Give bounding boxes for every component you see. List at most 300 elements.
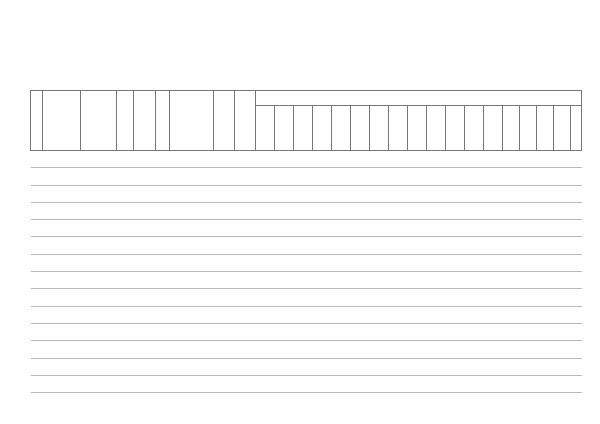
table-cell xyxy=(465,358,484,375)
table-cell xyxy=(275,185,294,202)
table-cell xyxy=(389,289,408,306)
table-cell xyxy=(389,341,408,358)
table-cell xyxy=(170,341,214,358)
table-cell xyxy=(43,341,81,358)
table-cell xyxy=(446,323,465,340)
table-cell xyxy=(389,254,408,271)
table-cell xyxy=(389,151,408,168)
column-header xyxy=(214,91,235,151)
table-cell xyxy=(313,289,332,306)
table-cell xyxy=(427,237,446,254)
table-cell xyxy=(446,375,465,392)
table-cell xyxy=(170,323,214,340)
table-cell xyxy=(275,151,294,168)
table-cell xyxy=(43,168,81,185)
table-cell xyxy=(520,237,537,254)
table-cell xyxy=(117,358,134,375)
table-row xyxy=(31,375,582,392)
table-cell xyxy=(332,237,351,254)
table-cell xyxy=(571,341,582,358)
table-cell xyxy=(571,220,582,237)
table-cell xyxy=(351,375,370,392)
table-cell xyxy=(465,306,484,323)
table-cell xyxy=(43,323,81,340)
table-cell xyxy=(484,254,503,271)
table-cell xyxy=(427,168,446,185)
table-cell xyxy=(503,151,520,168)
table-cell xyxy=(170,185,214,202)
table-row xyxy=(31,151,582,168)
table-cell xyxy=(313,185,332,202)
table-cell xyxy=(465,202,484,219)
table-cell xyxy=(31,358,43,375)
table-cell xyxy=(332,375,351,392)
table-cell xyxy=(31,168,43,185)
table-cell xyxy=(408,168,427,185)
table-cell xyxy=(156,341,170,358)
table-cell xyxy=(484,272,503,289)
column-header xyxy=(256,106,275,151)
table-cell xyxy=(484,375,503,392)
table-cell xyxy=(465,341,484,358)
table-cell xyxy=(370,151,389,168)
table-cell xyxy=(554,358,571,375)
table-cell xyxy=(465,237,484,254)
table-cell xyxy=(408,151,427,168)
table-cell xyxy=(214,358,235,375)
column-header xyxy=(446,106,465,151)
table-cell xyxy=(554,254,571,271)
table-cell xyxy=(81,254,117,271)
table-cell xyxy=(465,323,484,340)
table-cell xyxy=(351,323,370,340)
table-cell xyxy=(256,289,275,306)
table-cell xyxy=(117,341,134,358)
table-cell xyxy=(117,254,134,271)
table-cell xyxy=(31,237,43,254)
table-row xyxy=(31,289,582,306)
table-cell xyxy=(332,185,351,202)
column-header xyxy=(235,91,256,151)
table-cell xyxy=(214,254,235,271)
table-cell xyxy=(313,151,332,168)
table-cell xyxy=(484,358,503,375)
table-row xyxy=(31,168,582,185)
column-header xyxy=(427,106,446,151)
table-cell xyxy=(313,254,332,271)
table-cell xyxy=(571,254,582,271)
table-cell xyxy=(537,341,554,358)
table-cell xyxy=(427,151,446,168)
table-cell xyxy=(520,185,537,202)
table-row xyxy=(31,306,582,323)
table-cell xyxy=(313,306,332,323)
table-cell xyxy=(408,323,427,340)
table-cell xyxy=(313,272,332,289)
table-cell xyxy=(484,151,503,168)
table-cell xyxy=(554,202,571,219)
table-cell xyxy=(117,185,134,202)
table-cell xyxy=(294,375,313,392)
table-cell xyxy=(465,185,484,202)
table-cell xyxy=(156,375,170,392)
table-cell xyxy=(235,323,256,340)
table-cell xyxy=(537,168,554,185)
table-cell xyxy=(313,168,332,185)
table-cell xyxy=(554,151,571,168)
table-cell xyxy=(503,289,520,306)
table-cell xyxy=(275,358,294,375)
table-cell xyxy=(446,202,465,219)
table-cell xyxy=(332,341,351,358)
table-cell xyxy=(81,202,117,219)
table-cell xyxy=(503,168,520,185)
table-cell xyxy=(503,358,520,375)
table-cell xyxy=(571,151,582,168)
report-table xyxy=(30,90,582,393)
table-cell xyxy=(117,168,134,185)
table-cell xyxy=(484,341,503,358)
table-cell xyxy=(537,289,554,306)
table-row xyxy=(31,254,582,271)
table-cell xyxy=(81,220,117,237)
table-cell xyxy=(170,168,214,185)
table-cell xyxy=(332,289,351,306)
table-cell xyxy=(427,185,446,202)
table-cell xyxy=(31,341,43,358)
table-cell xyxy=(313,341,332,358)
table-cell xyxy=(446,272,465,289)
table-cell xyxy=(256,323,275,340)
table-cell xyxy=(465,272,484,289)
table-cell xyxy=(520,254,537,271)
table-cell xyxy=(275,202,294,219)
table-cell xyxy=(313,220,332,237)
table-cell xyxy=(275,237,294,254)
table-cell xyxy=(351,237,370,254)
table-cell xyxy=(170,375,214,392)
table-cell xyxy=(370,341,389,358)
table-cell xyxy=(81,358,117,375)
table-cell xyxy=(571,237,582,254)
table-cell xyxy=(275,306,294,323)
table-cell xyxy=(256,168,275,185)
table-cell xyxy=(235,237,256,254)
table-cell xyxy=(427,202,446,219)
column-header xyxy=(408,106,427,151)
table-cell xyxy=(214,202,235,219)
table-cell xyxy=(484,306,503,323)
table-cell xyxy=(389,272,408,289)
table-cell xyxy=(31,323,43,340)
table-cell xyxy=(235,202,256,219)
table-cell xyxy=(275,323,294,340)
table-cell xyxy=(235,168,256,185)
table-cell xyxy=(446,220,465,237)
table-row xyxy=(31,272,582,289)
table-cell xyxy=(170,220,214,237)
table-cell xyxy=(170,202,214,219)
table-cell xyxy=(465,168,484,185)
table-cell xyxy=(427,358,446,375)
column-header xyxy=(313,106,332,151)
table-cell xyxy=(370,185,389,202)
table-cell xyxy=(332,272,351,289)
table-cell xyxy=(156,289,170,306)
table-cell xyxy=(389,185,408,202)
table-cell xyxy=(235,272,256,289)
table-cell xyxy=(294,272,313,289)
column-header xyxy=(520,106,537,151)
column-header xyxy=(81,91,117,151)
column-header xyxy=(134,91,156,151)
column-header xyxy=(31,91,43,151)
table-cell xyxy=(294,151,313,168)
table-cell xyxy=(520,220,537,237)
table-cell xyxy=(156,254,170,271)
table-cell xyxy=(370,220,389,237)
table-cell xyxy=(554,375,571,392)
table-cell xyxy=(294,237,313,254)
table-cell xyxy=(43,254,81,271)
table-cell xyxy=(43,151,81,168)
table-cell xyxy=(484,220,503,237)
table-cell xyxy=(389,306,408,323)
table-cell xyxy=(520,272,537,289)
table-cell xyxy=(156,185,170,202)
table-cell xyxy=(427,341,446,358)
table-cell xyxy=(571,323,582,340)
table-cell xyxy=(134,220,156,237)
table-cell xyxy=(214,306,235,323)
table-row xyxy=(31,237,582,254)
table-cell xyxy=(313,358,332,375)
table-row xyxy=(31,323,582,340)
table-cell xyxy=(170,289,214,306)
table-cell xyxy=(313,375,332,392)
table-cell xyxy=(256,306,275,323)
table-cell xyxy=(554,341,571,358)
table-cell xyxy=(520,168,537,185)
column-header xyxy=(351,106,370,151)
table-cell xyxy=(332,168,351,185)
table-cell xyxy=(43,358,81,375)
table-cell xyxy=(520,341,537,358)
table-cell xyxy=(134,341,156,358)
table-cell xyxy=(134,289,156,306)
table-cell xyxy=(484,289,503,306)
table-cell xyxy=(156,358,170,375)
column-header xyxy=(370,106,389,151)
table-cell xyxy=(294,202,313,219)
table-cell xyxy=(370,306,389,323)
table-cell xyxy=(156,168,170,185)
column-header xyxy=(43,91,81,151)
table-cell xyxy=(351,306,370,323)
table-cell xyxy=(571,306,582,323)
table-cell xyxy=(117,220,134,237)
table-cell xyxy=(31,289,43,306)
column-header xyxy=(465,106,484,151)
table-cell xyxy=(351,272,370,289)
table-cell xyxy=(408,220,427,237)
table-cell xyxy=(134,168,156,185)
column-header xyxy=(503,106,520,151)
table-cell xyxy=(427,375,446,392)
table-cell xyxy=(332,220,351,237)
table-cell xyxy=(537,151,554,168)
table-cell xyxy=(294,289,313,306)
table-cell xyxy=(117,323,134,340)
column-group-header xyxy=(256,91,582,106)
table-cell xyxy=(170,254,214,271)
table-cell xyxy=(294,323,313,340)
table-cell xyxy=(275,254,294,271)
table-cell xyxy=(446,289,465,306)
table-cell xyxy=(81,323,117,340)
table-cell xyxy=(81,185,117,202)
table-cell xyxy=(408,185,427,202)
table-cell xyxy=(537,272,554,289)
table-cell xyxy=(117,375,134,392)
table-cell xyxy=(554,237,571,254)
table-cell xyxy=(503,254,520,271)
table-body xyxy=(31,151,582,393)
table-cell xyxy=(408,375,427,392)
table-cell xyxy=(427,254,446,271)
table-cell xyxy=(503,220,520,237)
table-cell xyxy=(370,254,389,271)
table-cell xyxy=(117,306,134,323)
table-cell xyxy=(170,306,214,323)
table-cell xyxy=(370,323,389,340)
table-cell xyxy=(351,185,370,202)
column-header xyxy=(170,91,214,151)
table-cell xyxy=(43,237,81,254)
table-cell xyxy=(571,185,582,202)
table-cell xyxy=(256,358,275,375)
table-cell xyxy=(294,358,313,375)
table-cell xyxy=(156,151,170,168)
column-header xyxy=(554,106,571,151)
table-cell xyxy=(256,272,275,289)
table-cell xyxy=(43,272,81,289)
table-cell xyxy=(408,289,427,306)
table-cell xyxy=(446,254,465,271)
table-cell xyxy=(351,341,370,358)
table-cell xyxy=(537,306,554,323)
table-cell xyxy=(571,375,582,392)
table-cell xyxy=(275,341,294,358)
table-cell xyxy=(313,202,332,219)
table-cell xyxy=(571,358,582,375)
table-cell xyxy=(389,323,408,340)
table-cell xyxy=(351,202,370,219)
table-cell xyxy=(332,306,351,323)
table-row xyxy=(31,185,582,202)
table-cell xyxy=(503,341,520,358)
table-cell xyxy=(370,358,389,375)
table-cell xyxy=(351,168,370,185)
table-cell xyxy=(31,254,43,271)
table-cell xyxy=(520,358,537,375)
table-cell xyxy=(256,375,275,392)
table-cell xyxy=(81,289,117,306)
column-header xyxy=(332,106,351,151)
table-cell xyxy=(537,237,554,254)
table-cell xyxy=(554,306,571,323)
table-cell xyxy=(503,202,520,219)
table-cell xyxy=(235,375,256,392)
table-cell xyxy=(571,168,582,185)
table-cell xyxy=(484,237,503,254)
column-header xyxy=(537,106,554,151)
table-cell xyxy=(81,272,117,289)
table-cell xyxy=(554,220,571,237)
table-cell xyxy=(537,254,554,271)
table-cell xyxy=(31,151,43,168)
column-header xyxy=(571,106,582,151)
table-cell xyxy=(351,358,370,375)
table-cell xyxy=(503,306,520,323)
table-cell xyxy=(134,358,156,375)
table-cell xyxy=(465,289,484,306)
table-cell xyxy=(235,306,256,323)
report-table-container xyxy=(30,90,571,393)
table-cell xyxy=(156,202,170,219)
table-cell xyxy=(313,237,332,254)
table-cell xyxy=(31,220,43,237)
table-cell xyxy=(332,151,351,168)
table-cell xyxy=(134,323,156,340)
table-cell xyxy=(554,168,571,185)
table-cell xyxy=(332,323,351,340)
table-cell xyxy=(465,151,484,168)
table-cell xyxy=(427,323,446,340)
table-cell xyxy=(117,237,134,254)
table-cell xyxy=(520,289,537,306)
table-cell xyxy=(235,185,256,202)
table-cell xyxy=(81,237,117,254)
table-cell xyxy=(537,220,554,237)
table-cell xyxy=(81,168,117,185)
table-cell xyxy=(170,272,214,289)
table-cell xyxy=(134,151,156,168)
table-cell xyxy=(214,323,235,340)
column-header xyxy=(389,106,408,151)
table-cell xyxy=(520,323,537,340)
table-cell xyxy=(332,254,351,271)
table-cell xyxy=(256,202,275,219)
table-cell xyxy=(256,151,275,168)
table-cell xyxy=(427,272,446,289)
table-cell xyxy=(503,272,520,289)
table-cell xyxy=(408,341,427,358)
table-row xyxy=(31,341,582,358)
table-cell xyxy=(81,341,117,358)
table-cell xyxy=(214,375,235,392)
table-cell xyxy=(446,185,465,202)
table-cell xyxy=(214,341,235,358)
table-cell xyxy=(117,202,134,219)
table-cell xyxy=(214,237,235,254)
table-cell xyxy=(446,341,465,358)
table-cell xyxy=(134,375,156,392)
table-cell xyxy=(275,289,294,306)
table-cell xyxy=(370,289,389,306)
table-cell xyxy=(214,220,235,237)
table-cell xyxy=(134,272,156,289)
